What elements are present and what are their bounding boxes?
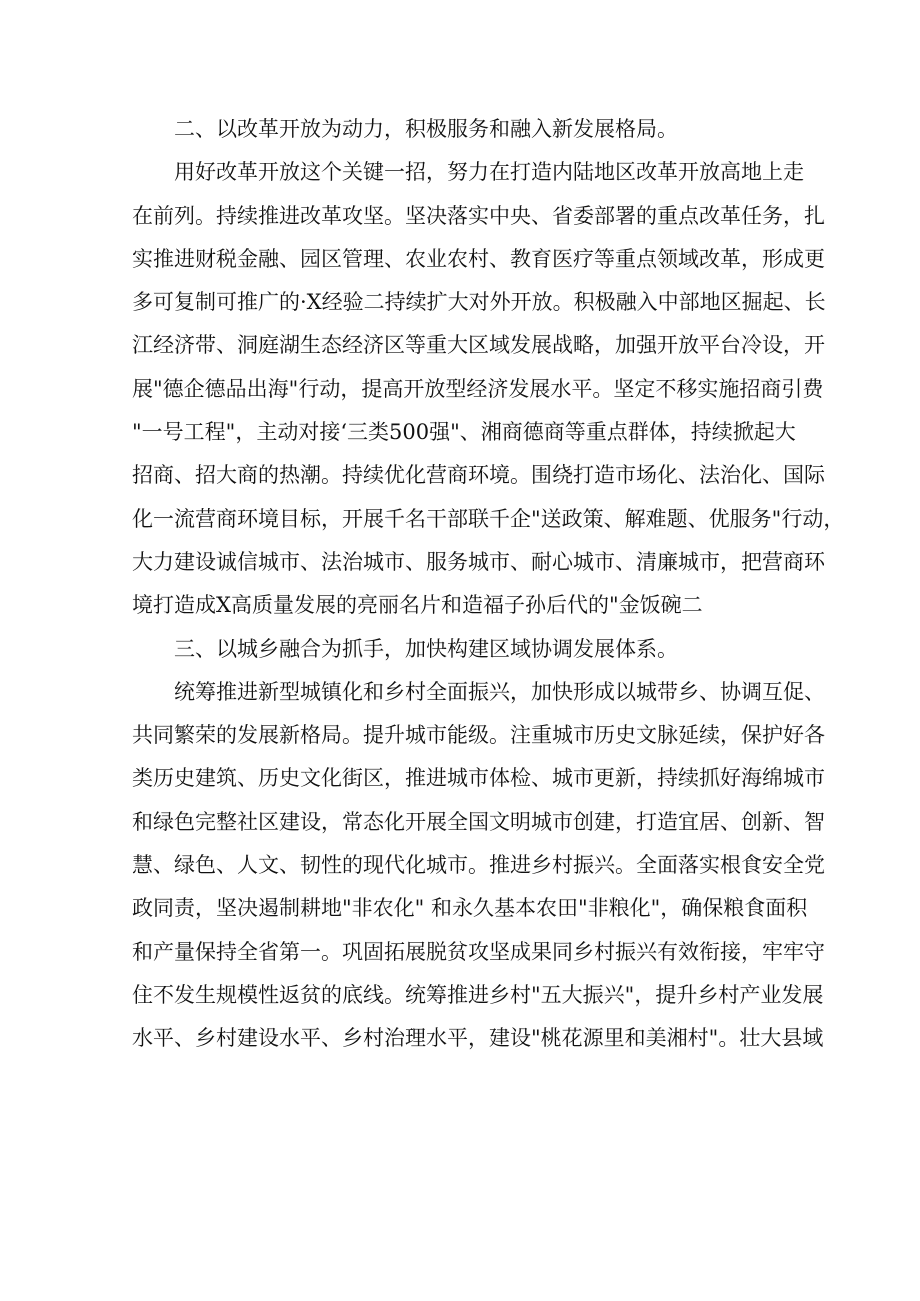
paragraph-line: 实推进财税金融、园区管理、农业农村、教育医疗等重点领域改革，形成更 bbox=[132, 246, 825, 271]
paragraph-line: 政同责，坚决遏制耕地"非农化" 和永久基本农田"非粮化"，确保粮食面积 bbox=[132, 896, 808, 921]
paragraph-line: 招商、招大商的热潮。持续优化营商环境。围绕打造市场化、法治化、国际 bbox=[132, 463, 825, 488]
paragraph-line: 在前列。持续推进改革攻坚。坚决落实中央、省委部署的重点改革任务，扎 bbox=[132, 203, 825, 228]
section-heading-2: 二、以改革开放为动力，积极服务和融入新发展格局。 bbox=[174, 117, 678, 141]
paragraph-line: 统筹推进新型城镇化和乡村全面振兴，加快形成以城带乡、协调互促、 bbox=[174, 679, 825, 704]
paragraph-line: 类历史建筑、历史文化街区，推进城市体检、城市更新，持续抓好海绵城市 bbox=[132, 766, 825, 791]
paragraph-line: 共同繁荣的发展新格局。提升城市能级。注重城市历史文脉延续，保护好各 bbox=[132, 723, 825, 748]
paragraph-line: 化一流营商环境目标，开展千名干部联千企"送政策、解难题、优服务"行动， bbox=[132, 506, 845, 531]
paragraph-line: 和产量保持全省第一。巩固拓展脱贫攻坚成果同乡村振兴有效衔接，牢牢守 bbox=[132, 939, 825, 964]
paragraph-line: 大力建设诚信城市、法治城市、服务城市、耐心城市、清廉城市，把营商环 bbox=[132, 549, 825, 574]
paragraph-line: 慧、绿色、人文、韧性的现代化城市。推进乡村振兴。全面落实根食安全党 bbox=[132, 853, 825, 878]
paragraph-line: 展"德企德品出海"行动，提高开放型经济发展水平。坚定不移实施招商引费 bbox=[132, 376, 824, 401]
section-heading-3: 三、以城乡融合为抓手，加快构建区域协调发展体系。 bbox=[174, 636, 678, 661]
paragraph-line: 用好改革开放这个关键一招，努力在打造内陆地区改革开放高地上走 bbox=[174, 160, 804, 185]
document-body bbox=[132, 108, 845, 1061]
paragraph-line: 江经济带、洞庭湖生态经济区等重大区域发展战略，加强开放平台冷设，开 bbox=[132, 333, 825, 358]
paragraph-line: 住不发生规模性返贫的底线。统筹推进乡村"五大振兴"，提升乡村产业发展 bbox=[132, 982, 824, 1007]
paragraph-line: 境打造成X高质量发展的亮丽名片和造福子孙后代的"金饭碗二 bbox=[132, 593, 703, 618]
paragraph-line: "一号工程"，主动对接‘三类500强"、湘商德商等重点群体，持续掀起大 bbox=[132, 420, 796, 445]
paragraph-line: 水平、乡村建设水平、乡村治理水平，建设"桃花源里和美湘村"。壮大县域 bbox=[132, 1026, 824, 1051]
paragraph-line: 和绿色完整社区建设，常态化开展全国文明城市创建，打造宜居、创新、智 bbox=[132, 809, 825, 834]
paragraph-line: 多可复制可推广的·X经验二持续扩大对外开放。积极融入中部地区掘起、长 bbox=[132, 290, 826, 315]
